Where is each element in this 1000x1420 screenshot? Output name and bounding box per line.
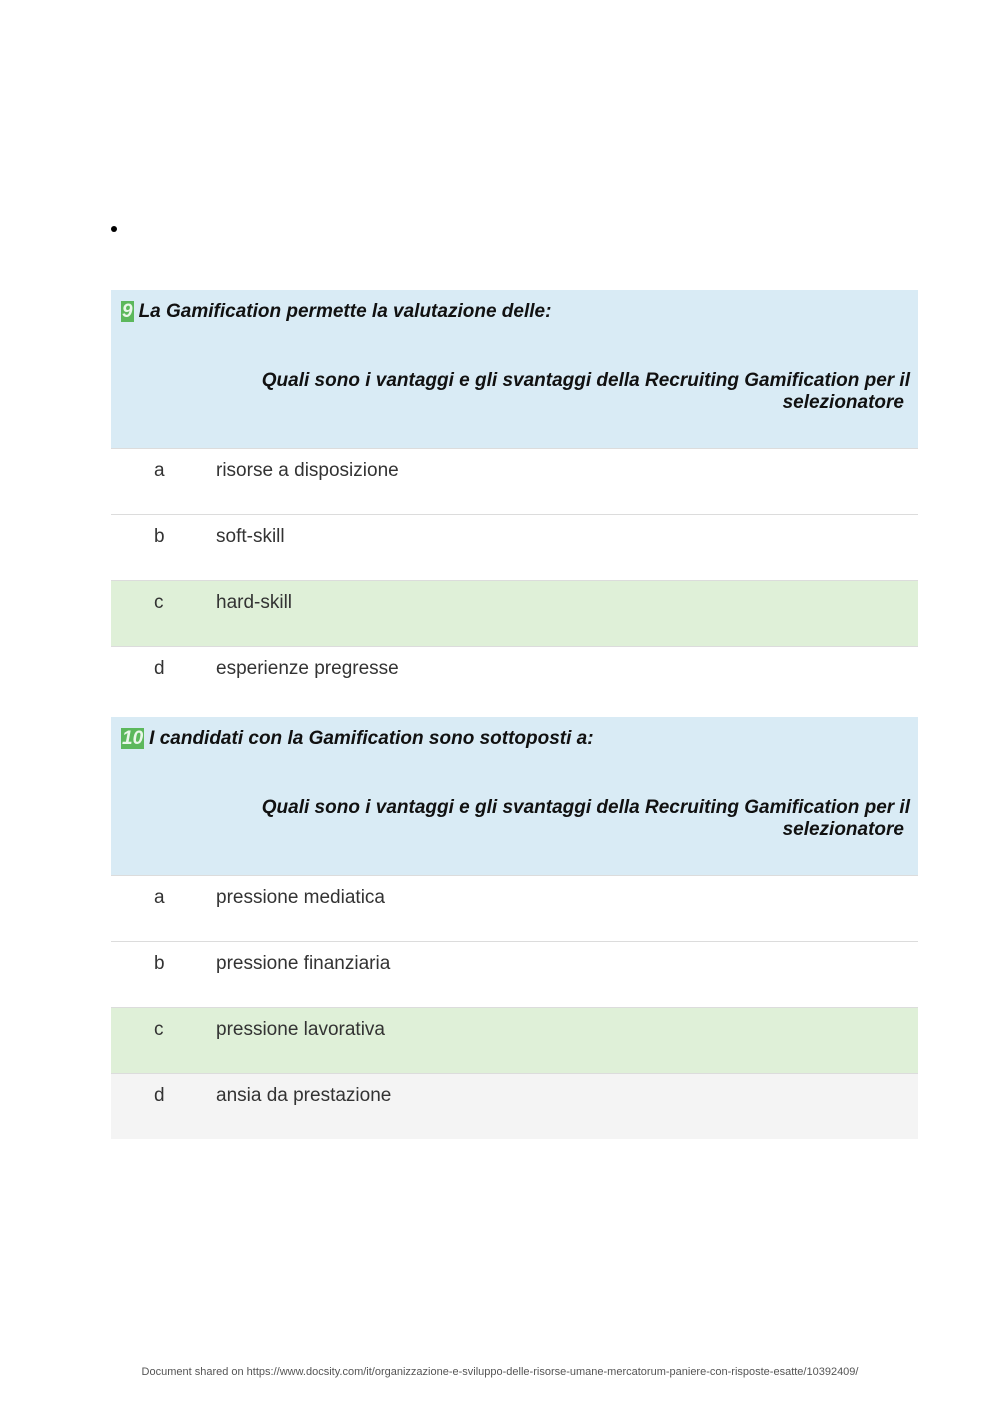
- answer-text: ansia da prestazione: [216, 1085, 392, 1106]
- question-block-10: [111, 717, 918, 1139]
- answer-text: hard-skill: [216, 592, 293, 613]
- answer-letter: d: [154, 1085, 165, 1106]
- question-number-badge: 9: [122, 301, 133, 322]
- answer-text: esperienze pregresse: [216, 658, 399, 679]
- answer-text: soft-skill: [216, 526, 285, 547]
- answer-letter: a: [154, 460, 165, 481]
- answer-text: pressione finanziaria: [216, 953, 391, 974]
- subtitle-line-2: selezionatore: [782, 819, 904, 840]
- subtitle-line-2: selezionatore: [782, 392, 904, 413]
- question-number-badge: 10: [122, 728, 144, 749]
- answer-letter: b: [154, 953, 165, 974]
- subtitle-line-1: Quali sono i vantaggi e gli svantaggi della Recruiting Gamification per il: [261, 370, 910, 391]
- answer-option-b[interactable]: [111, 514, 918, 580]
- answer-option-c-correct[interactable]: [111, 1007, 918, 1073]
- question-header: [111, 717, 918, 875]
- answer-option-c-correct[interactable]: [111, 580, 918, 646]
- answer-option-a[interactable]: [111, 448, 918, 514]
- answer-text: pressione mediatica: [216, 887, 385, 908]
- question-title: [121, 728, 594, 750]
- answer-letter: b: [154, 526, 165, 547]
- question-title: [121, 301, 551, 323]
- subtitle-line-1: Quali sono i vantaggi e gli svantaggi della Recruiting Gamification per il: [261, 797, 910, 818]
- answer-option-a[interactable]: [111, 875, 918, 941]
- question-text: I candidati con la Gamification sono sottoposti a:: [149, 728, 594, 749]
- question-block-9: [111, 290, 918, 712]
- answer-letter: d: [154, 658, 165, 679]
- answer-option-d-selected[interactable]: [111, 1073, 918, 1139]
- question-subtitle: [210, 370, 910, 414]
- answer-letter: c: [154, 592, 164, 613]
- answer-letter: c: [154, 1019, 164, 1040]
- list-bullet: [111, 226, 117, 232]
- question-subtitle: [210, 797, 910, 841]
- answer-option-d[interactable]: [111, 646, 918, 712]
- answer-text: pressione lavorativa: [216, 1019, 385, 1040]
- question-text: La Gamification permette la valutazione delle:: [138, 301, 552, 322]
- document-footer: Document shared on https://www.docsity.com/it/organizzazione-e-sviluppo-delle-risorse-umane-mercatorum-paniere-con-risposte-esatte/10392409/: [141, 1366, 859, 1378]
- question-header: [111, 290, 918, 448]
- answer-text: risorse a disposizione: [216, 460, 399, 481]
- answer-option-b[interactable]: [111, 941, 918, 1007]
- answer-letter: a: [154, 887, 165, 908]
